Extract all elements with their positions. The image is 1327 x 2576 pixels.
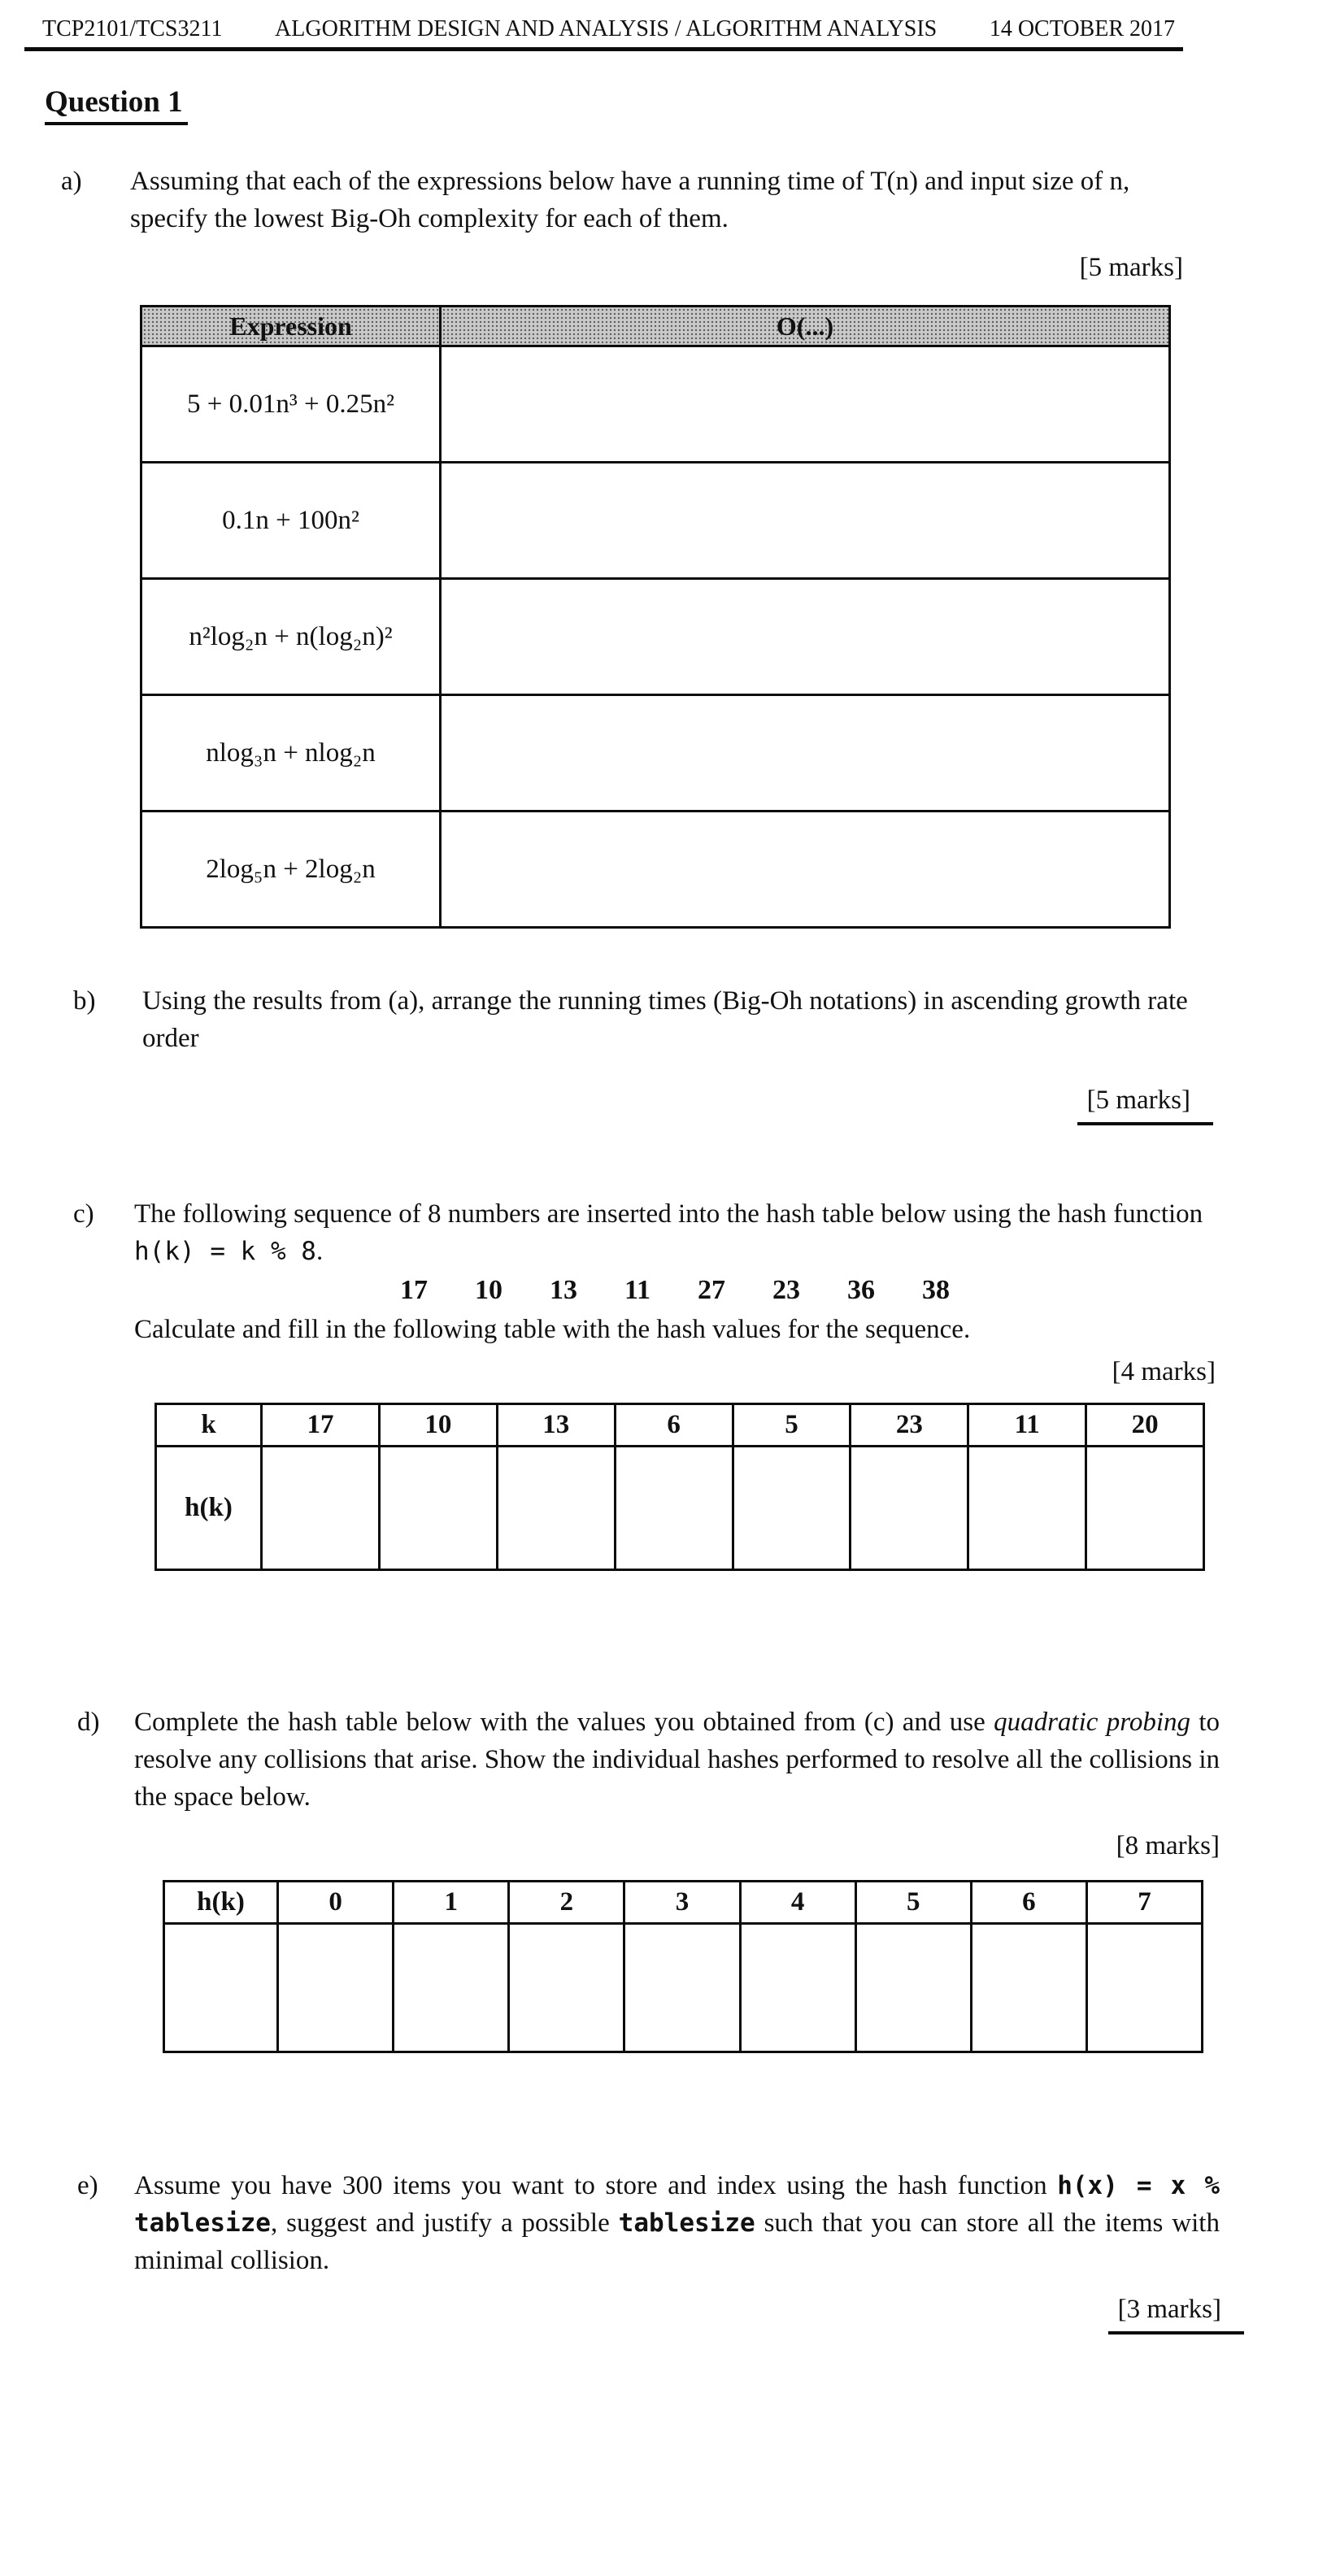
part-e-text-2: , suggest and justify a possible [270, 2208, 619, 2238]
complexity-table-row [141, 695, 1170, 812]
hash-answer-cell [733, 1447, 851, 1570]
hash-values-header-k: k [156, 1404, 262, 1447]
part-d [77, 1704, 1220, 1865]
complexity-table-row [141, 463, 1170, 579]
part-b-marks [142, 1081, 1189, 1125]
part-a [61, 163, 1183, 286]
part-c [73, 1195, 1216, 1390]
hash-answer-cell [1086, 1447, 1204, 1570]
part-a-label: a) [61, 167, 82, 196]
hash-slot-cell [855, 1924, 971, 2052]
part-d-text [134, 1704, 1220, 1816]
expression-cell: n²log₂n + n(log₂n)² [141, 579, 441, 695]
hash-function-code-e: h(x) = x % tablesize [134, 2171, 1220, 2238]
part-c-text [134, 1195, 1216, 1270]
hash-table-header-cell: 6 [971, 1882, 1086, 1924]
hash-table-header-row [164, 1882, 1203, 1924]
number-sequence: 17 10 13 11 27 23 36 38 [399, 1275, 951, 1305]
complexity-table [140, 305, 1171, 929]
complexity-table-header-row [141, 307, 1170, 346]
part-d-text-1: Complete the hash table below with the values you obtained from (c) and use [134, 1708, 994, 1737]
hash-values-header-cell: 10 [379, 1404, 497, 1447]
hash-values-answer-row [156, 1447, 1204, 1570]
marks-value: [5 marks] [1077, 1081, 1213, 1125]
part-a-text: Assuming that each of the expressions below have a running time of T(n) and input size of n, specify the lowest Big-Oh complexity for each of them. [130, 167, 1130, 233]
hash-table-answer-row [164, 1924, 1203, 2052]
hash-answer-cell [615, 1447, 733, 1570]
hash-values-row-label: h(k) [156, 1447, 262, 1570]
part-c-marks [134, 1353, 1216, 1390]
hash-values-table [154, 1403, 1205, 1571]
header-title: ALGORITHM DESIGN AND ANALYSIS / ALGORITHM ANALYSIS [275, 16, 938, 41]
complexity-table-row [141, 346, 1170, 463]
hash-answer-cell [497, 1447, 615, 1570]
part-b-text: Using the results from (a), arrange the running times (Big-Oh notations) in ascending growth rate order [142, 986, 1188, 1053]
hash-slot-cell [164, 1924, 278, 2052]
hash-answer-cell [262, 1447, 380, 1570]
hash-values-header-row [156, 1404, 1204, 1447]
hash-values-header-cell: 23 [851, 1404, 968, 1447]
part-e [77, 2167, 1220, 2334]
hash-values-header-cell: 5 [733, 1404, 851, 1447]
hash-values-header-cell: 20 [1086, 1404, 1204, 1447]
bigoh-answer-cell [441, 695, 1170, 812]
hash-answer-cell [379, 1447, 497, 1570]
hash-answer-cell [851, 1447, 968, 1570]
part-e-text [134, 2167, 1220, 2279]
part-c-text-2: Calculate and fill in the following table with the hash values for the sequence. [134, 1315, 971, 1344]
hash-table-header-cell: 1 [394, 1882, 509, 1924]
expression-cell: 0.1n + 100n² [141, 463, 441, 579]
part-c-text-after-code: . [315, 1237, 324, 1266]
complexity-table-row [141, 579, 1170, 695]
hash-table-header-cell: 0 [278, 1882, 394, 1924]
part-b [73, 982, 1189, 1125]
part-c-text-before-code: The following sequence of 8 numbers are inserted into the hash table below using the hash function [134, 1199, 1203, 1229]
part-a-marks [130, 249, 1183, 286]
expression-cell: nlog₃n + nlog₂n [141, 695, 441, 812]
marks-value: [8 marks] [1116, 1831, 1220, 1860]
part-c-label: c) [73, 1199, 94, 1229]
part-d-label: d) [77, 1708, 100, 1737]
marks-value: [5 marks] [1079, 253, 1183, 282]
expression-cell: 5 + 0.01n³ + 0.25n² [141, 346, 441, 463]
marks-value: [3 marks] [1108, 2291, 1244, 2334]
hash-slot-cell [394, 1924, 509, 2052]
hash-table-header-cell: 4 [740, 1882, 855, 1924]
hash-slot-cell [971, 1924, 1086, 2052]
expression-cell: 2log₅n + 2log₂n [141, 812, 441, 928]
hash-table-header-cell: 5 [855, 1882, 971, 1924]
hash-slot-cell [509, 1924, 624, 2052]
hash-slot-cell [278, 1924, 394, 2052]
part-b-label: b) [73, 986, 96, 1016]
part-e-marks [134, 2291, 1220, 2334]
page-header [24, 16, 1183, 51]
part-e-text-1: Assume you have 300 items you want to store and index using the hash function [134, 2171, 1058, 2200]
part-e-text-3: such that you can store all the items with minimal collision. [134, 2208, 1220, 2275]
hash-values-header-cell: 17 [262, 1404, 380, 1447]
question-title: Question 1 [45, 85, 188, 125]
bigoh-answer-cell [441, 812, 1170, 928]
part-d-text-2: to resolve any collisions that arise. Show the individual hashes performed to resolve all the collisions in the space below. [134, 1708, 1220, 1812]
complexity-table-row [141, 812, 1170, 928]
part-d-marks [134, 1827, 1220, 1865]
header-course-code: TCP2101/TCS3211 [42, 16, 223, 41]
part-e-label: e) [77, 2171, 98, 2200]
hash-table-header-cell: 3 [624, 1882, 740, 1924]
complexity-table-header-expression: Expression [141, 307, 441, 346]
hash-values-header-cell: 6 [615, 1404, 733, 1447]
marks-value: [4 marks] [1112, 1357, 1216, 1386]
quadratic-probing-italic: quadratic probing [994, 1708, 1191, 1737]
hash-values-header-cell: 11 [968, 1404, 1086, 1447]
hash-table-header-cell: 7 [1086, 1882, 1202, 1924]
hash-table-header-hk: h(k) [164, 1882, 278, 1924]
bigoh-answer-cell [441, 463, 1170, 579]
hash-function-code: h(k) = k % 8 [134, 1237, 316, 1266]
hash-slot-cell [740, 1924, 855, 2052]
tablesize-code: tablesize [618, 2208, 755, 2238]
bigoh-answer-cell [441, 346, 1170, 463]
hash-table [163, 1880, 1203, 2053]
complexity-table-header-bigoh: O(...) [441, 307, 1170, 346]
hash-values-header-cell: 13 [497, 1404, 615, 1447]
hash-slot-cell [624, 1924, 740, 2052]
hash-table-header-cell: 2 [509, 1882, 624, 1924]
hash-slot-cell [1086, 1924, 1202, 2052]
header-date: 14 OCTOBER 2017 [989, 16, 1175, 41]
hash-answer-cell [968, 1447, 1086, 1570]
bigoh-answer-cell [441, 579, 1170, 695]
